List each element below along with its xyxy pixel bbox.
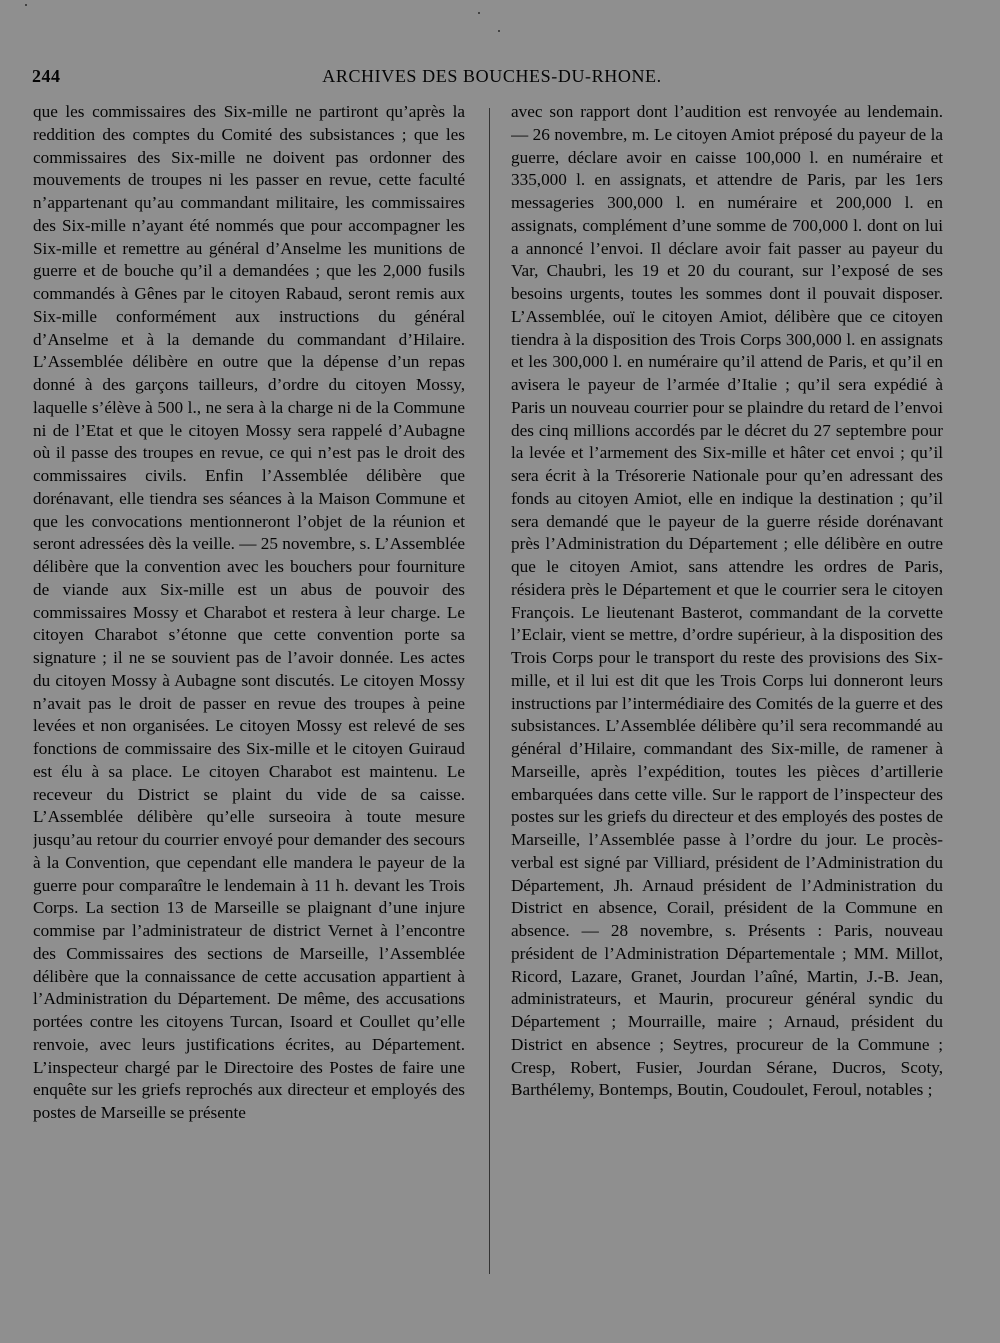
left-text-column: que les commissaires des Six-mille ne partiront qu’après la reddition des comptes du Comité des subsistances ; que les commissaires des Six-mille ne doivent pas ordonner des mouvements de troupes ni les passer en revue, cette faculté n’appartenant qu’au commandant militaire, les commissaires des Six-mille n’ayant été nommés que pour accompagner les Six-mille et remettre au général d’Anselme les munitions de guerre et de bouche qu’il a demandées ; que les 2,000 fusils commandés à Gênes par le citoyen Rabaud, seront remis aux Six-mille conformément aux instructions du général d’Anselme et à la demande du commandant d’Hilaire. L’Assemblée délibère en outre que la dépense d’un repas donné à des garçons tailleurs, d’ordre du citoyen Mossy, laquelle s’élève à 500 l., ne sera à la charge ni de la Commune ni de l’Etat et que le citoyen Mossy sera rappelé d’Aubagne où il passe des troupes en revue, ce qui n’est pas le droit des commissaires civils. Enfin l’Assemblée délibère que dorénavant, elle tiendra ses séances à la Maison Commune et que les convocations mentionneront l’objet de la réunion et seront adressées dès la veille. — 25 novembre, s. L’Assemblée délibère que la convention avec les bouchers pour fourniture de viande aux Six-mille est un abus de pouvoir des commissaires Mossy et Charabot et restera à leur charge. Le citoyen Charabot s’étonne que cette convention porte sa signature ; il ne se souvient pas de l’avoir donnée. Les actes du citoyen Mossy à Aubagne sont discutés. Le citoyen Mossy n’avait pas le droit de passer en revue des troupes à peine levées et non organisées. Le citoyen Mossy est relevé de ses fonctions de commissaire des Six-mille et le citoyen Guiraud est élu à sa place. Le citoyen Charabot est maintenu. Le receveur du District se plaint du vide de sa caisse. L’Assemblée délibère qu’elle surseoira à toute mesure jusqu’au retour du courrier envoyé pour demander des secours à la Convention, que cependant elle mandera le payeur de la guerre pour comparaître le lendemain à 11 h. devant les Trois Corps. La section 13 de Marseille se plaignant d’une injure commise par l’administrateur de district Vernet à l’encontre des Commissaires des sections de Marseille, l’Assemblée délibère que la connaissance de cette accusation appartient à l’Administration du Département. De même, des accusations portées contre les citoyens Turcan, Isoard et Coullet qu’elle renvoie, avec leurs justifications écrites, au Département. L’inspecteur chargé par le Directoire des Postes de faire une enquête sur les griefs reprochés aux directeur et employés des postes de Marseille se présente — [33, 102, 465, 1122]
scan-speck — [478, 12, 480, 14]
running-title: ARCHIVES DES BOUCHES-DU-RHONE. — [322, 66, 662, 86]
page-header — [32, 66, 952, 94]
right-text-column: avec son rapport dont l’audition est renvoyée au lendemain. — 26 novembre, m. Le citoyen Amiot préposé du payeur de la guerre, déclare avoir en caisse 100,000 l. en numéraire et 335,000 l. en assignats, et attendre de Paris, par les 1ers messageries 300,000 l. en numéraire et 200,000 l. en assignats, complément d’une somme de 700,000 l. dont on lui a annoncé l’envoi. Il déclare avoir fait passer au payeur du Var, Chaubri, les 19 et 20 du courant, sur l’exposé de ses besoins urgents, toutes les sommes dont il pouvait disposer. L’Assemblée, ouï le citoyen Amiot, délibère que ce citoyen tiendra à la disposition des Trois Corps 300,000 l. en assignats et les 300,000 l. en numéraire qu’il attend de Paris, et qu’il en avisera le payeur de l’armée d’Italie ; qu’il sera expédié à Paris un nouveau courrier pour se plaindre du retard de l’envoi des cinq millions accordés par le décret du 27 septembre pour la levée et l’armement des Six-mille et hâter cet envoi ; qu’il sera écrit à la Trésorerie Nationale pour qu’en adressant des fonds au citoyen Amiot, elle en indique la destination ; qu’il sera demandé que le payeur de la guerre réside dorénavant près l’Administration du Département ; elle délibère en outre que le citoyen Amiot, sans attendre les ordres de Paris, résidera près le Département et que le courrier sera le citoyen François. Le lieutenant Basterot, commandant de la corvette l’Eclair, vient se mettre, d’ordre supérieur, à la disposition des Trois Corps pour le transport du reste des provisions des Six-mille, et il lui est dit que les Trois Corps lui donneront leurs instructions par l’intermédiaire des Comités de la guerre et des subsistances. L’Assemblée délibère qu’il sera recommandé au général d’Hilaire, commandant des Six-mille, de ramener à Marseille, après l’expédition, toutes les pièces d’artillerie embarquées dans cette ville. Sur le rapport de l’inspecteur des postes sur les griefs du directeur et des employés des postes de Marseille, l’Assemblée passe à l’ordre du jour. Le procès-verbal est signé par Villiard, président de l’Administration du Département, Jh. Arnaud président de l’Administration du District en absence, Corail, président de la Commune en absence. — 28 novembre, s. Présents : Paris, nouveau président de l’Administration Départementale ; MM. Millot, Ricord, Lazare, Granet, Jourdan l’aîné, Martin, J.-B. Jean, administrateurs, et Maurin, procureur général syndic du Département ; Mourraille, maire ; Arnaud, président du District en absence ; Seytres, procureur de la Commune ; Cresp, Robert, Fusier, Jourdan Sérane, Ducros, Scoty, Barthélemy, Bontemps, Boutin, Coudoulet, Feroul, notables ; — [511, 102, 943, 1100]
scan-speck — [25, 4, 27, 6]
scan-speck — [498, 30, 500, 32]
column-divider — [489, 108, 490, 1274]
page-number: 244 — [32, 66, 61, 86]
